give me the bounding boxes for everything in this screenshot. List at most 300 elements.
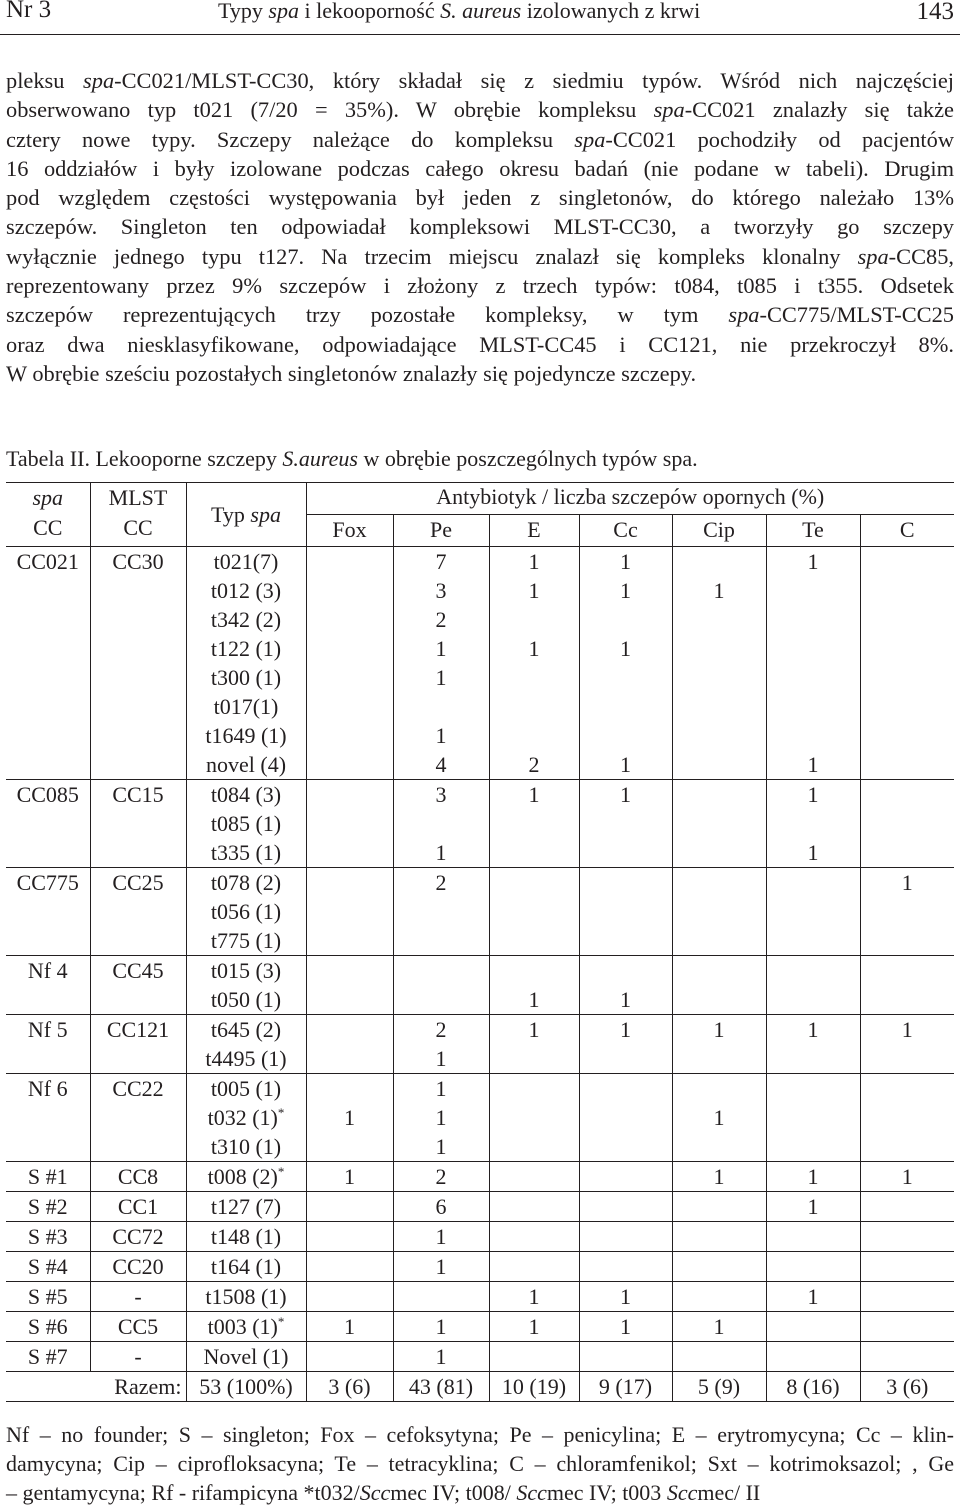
footnote-text: – gentamycyna; Rf - rifampicyna *t032/	[6, 1480, 360, 1505]
body-paragraph	[6, 66, 954, 388]
cell-resistance-count: 1	[672, 1103, 766, 1132]
cell-spa-cc: Nf 6	[6, 1074, 90, 1104]
cell-typ-spa	[186, 1132, 306, 1162]
cell-resistance-count	[306, 1252, 393, 1282]
cell-spa-cc: S #5	[6, 1282, 90, 1312]
cell-resistance-count	[766, 1342, 860, 1372]
cell-resistance-count	[306, 1074, 393, 1104]
cell-resistance-count: 1	[766, 547, 860, 577]
cell-resistance-count	[672, 547, 766, 577]
cell-resistance-count: 1	[579, 780, 672, 810]
cell-resistance-count: 1	[579, 634, 672, 663]
cell-mlst-cc: CC72	[90, 1222, 186, 1252]
cell-resistance-count: 1	[672, 1312, 766, 1342]
cell-resistance-count	[766, 1074, 860, 1104]
cell-resistance-count	[579, 897, 672, 926]
cell-resistance-count	[579, 1192, 672, 1222]
caption-text: Tabela II. Lekooporne szczepy	[6, 446, 283, 471]
cell-spa-cc: CC021	[6, 547, 90, 577]
cell-resistance-count	[860, 1222, 954, 1252]
cell-mlst-cc: CC1	[90, 1192, 186, 1222]
cell-mlst-cc	[90, 634, 186, 663]
cell-resistance-count	[393, 956, 489, 986]
cell-resistance-count	[672, 1132, 766, 1162]
cell-resistance-count	[860, 1312, 954, 1342]
cell-typ-spa	[186, 663, 306, 692]
cell-resistance-count: 1	[489, 547, 579, 577]
table-row	[6, 634, 954, 663]
cell-resistance-count	[672, 780, 766, 810]
cell-mlst-cc: CC15	[90, 780, 186, 810]
cell-resistance-count	[860, 809, 954, 838]
cell-resistance-count	[672, 605, 766, 634]
cell-spa-cc	[6, 809, 90, 838]
running-header	[0, 0, 960, 35]
cell-resistance-count: 1	[579, 547, 672, 577]
cell-resistance-count	[489, 721, 579, 750]
header-antibiotic: Cc	[579, 515, 672, 547]
cell-typ-spa	[186, 809, 306, 838]
cell-resistance-count	[766, 809, 860, 838]
cell-resistance-count	[860, 663, 954, 692]
footnote-text: damycyna; Cip – ciprofloksacyna; Te – tetracyklina; C – chloramfenikol; Sxt – kotrimoksazol; , Ge	[6, 1451, 954, 1476]
cell-resistance-count	[579, 1252, 672, 1282]
cell-resistance-count	[672, 1044, 766, 1074]
paragraph-line	[6, 66, 954, 95]
table-row	[6, 1132, 954, 1162]
resistance-table	[6, 482, 954, 1402]
cell-resistance-count: 1	[393, 663, 489, 692]
cell-resistance-count	[306, 926, 393, 956]
paragraph-line	[6, 330, 954, 359]
total-typ: 53 (100%)	[186, 1372, 306, 1402]
cell-resistance-count: 1	[766, 1162, 860, 1192]
paragraph-text: obserwowano typ t021 (7/20 = 35%). W obrębie kompleksu	[6, 97, 654, 123]
header-mlst-cc	[90, 483, 186, 547]
cell-resistance-count	[489, 1074, 579, 1104]
cell-resistance-count	[579, 1074, 672, 1104]
cell-resistance-count	[766, 634, 860, 663]
cell-resistance-count: 2	[393, 1015, 489, 1045]
cell-resistance-count	[766, 868, 860, 898]
cell-resistance-count	[306, 663, 393, 692]
paragraph-text: szczepów. Singleton ten odpowiadał kompleksowi MLST-CC30, a tworzyły go szczepy	[6, 214, 954, 240]
cell-typ-spa	[186, 838, 306, 868]
cell-resistance-count	[306, 956, 393, 986]
journal-issue-number: Nr 3	[6, 0, 52, 23]
cell-resistance-count	[579, 605, 672, 634]
table-row	[6, 1015, 954, 1045]
cell-spa-cc	[6, 576, 90, 605]
paragraph-line	[6, 271, 954, 300]
cell-resistance-count	[860, 838, 954, 868]
cell-resistance-count: 1	[393, 1252, 489, 1282]
cell-typ-spa	[186, 1015, 306, 1045]
cell-resistance-count	[672, 692, 766, 721]
cell-resistance-count	[306, 634, 393, 663]
paragraph-text: reprezentowany przez 9% szczepów i złożony z trzech typów: t084, t085 i t355. Odsetek	[6, 273, 954, 299]
total-value: 5 (9)	[672, 1372, 766, 1402]
cell-typ-spa	[186, 985, 306, 1015]
cell-resistance-count	[489, 956, 579, 986]
typ-spa-value: t078 (2)	[210, 870, 282, 895]
cell-resistance-count	[860, 721, 954, 750]
cell-resistance-count	[860, 1252, 954, 1282]
cell-resistance-count	[579, 838, 672, 868]
paragraph-text: -CC021 znalazły się także	[684, 97, 954, 123]
paragraph-line	[6, 95, 954, 124]
cell-resistance-count: 1	[489, 985, 579, 1015]
footnote-marker: *	[277, 1314, 285, 1329]
cell-typ-spa	[186, 1222, 306, 1252]
cell-resistance-count	[860, 547, 954, 577]
cell-resistance-count	[489, 692, 579, 721]
cell-resistance-count	[766, 1312, 860, 1342]
cell-resistance-count	[579, 1342, 672, 1372]
table-row	[6, 1252, 954, 1282]
cell-resistance-count	[306, 605, 393, 634]
cell-resistance-count: 1	[579, 1282, 672, 1312]
italic-term: spa	[728, 302, 760, 328]
cell-resistance-count	[579, 1222, 672, 1252]
paragraph-line	[6, 300, 954, 329]
cell-spa-cc: CC775	[6, 868, 90, 898]
cell-resistance-count	[672, 1342, 766, 1372]
cell-resistance-count	[306, 809, 393, 838]
cell-resistance-count: 1	[766, 1282, 860, 1312]
cell-resistance-count	[860, 605, 954, 634]
table-row	[6, 1222, 954, 1252]
running-title-species: S. aureus	[440, 0, 522, 23]
cell-resistance-count	[306, 721, 393, 750]
cell-resistance-count: 1	[393, 721, 489, 750]
cell-resistance-count: 1	[489, 576, 579, 605]
cell-spa-cc	[6, 838, 90, 868]
typ-spa-value: t017(1)	[213, 694, 279, 719]
table-row	[6, 985, 954, 1015]
typ-spa-value: t012 (3)	[210, 578, 282, 603]
cell-resistance-count	[672, 897, 766, 926]
cell-resistance-count: 1	[579, 576, 672, 605]
cell-resistance-count: 3	[393, 576, 489, 605]
cell-resistance-count: 1	[393, 1103, 489, 1132]
cell-resistance-count	[766, 1103, 860, 1132]
cell-resistance-count	[672, 985, 766, 1015]
cell-resistance-count	[579, 1044, 672, 1074]
cell-resistance-count	[579, 663, 672, 692]
cell-resistance-count	[489, 926, 579, 956]
paragraph-line	[6, 125, 954, 154]
cell-resistance-count: 1	[672, 1015, 766, 1045]
cell-resistance-count	[672, 634, 766, 663]
cell-resistance-count: 1	[393, 1312, 489, 1342]
cell-resistance-count	[306, 547, 393, 577]
cell-spa-cc	[6, 897, 90, 926]
cell-resistance-count	[579, 868, 672, 898]
total-value: 3 (6)	[860, 1372, 954, 1402]
cell-resistance-count: 1	[306, 1103, 393, 1132]
cell-resistance-count	[672, 809, 766, 838]
table-row	[6, 1282, 954, 1312]
typ-spa-value: t4495 (1)	[205, 1046, 287, 1071]
italic-term: spa	[857, 243, 889, 269]
table-row	[6, 809, 954, 838]
cell-spa-cc	[6, 663, 90, 692]
cell-mlst-cc: CC8	[90, 1162, 186, 1192]
cell-resistance-count: 2	[393, 868, 489, 898]
typ-spa-value: t084 (3)	[210, 782, 282, 807]
cell-resistance-count	[672, 1192, 766, 1222]
paragraph-line	[6, 359, 954, 388]
cell-spa-cc	[6, 1103, 90, 1132]
cell-resistance-count	[489, 663, 579, 692]
typ-spa-value: novel (4)	[205, 752, 287, 777]
footnote-line	[6, 1420, 954, 1449]
typ-spa-value: t300 (1)	[210, 665, 282, 690]
paragraph-text: pleksu	[6, 68, 84, 93]
cell-mlst-cc	[90, 721, 186, 750]
table-row	[6, 1162, 954, 1192]
running-title	[218, 0, 700, 24]
caption-text: w obrębie poszczególnych typów spa.	[357, 446, 698, 471]
cell-typ-spa	[186, 1162, 306, 1192]
cell-spa-cc: Nf 5	[6, 1015, 90, 1045]
cell-resistance-count	[306, 1342, 393, 1372]
cell-resistance-count	[579, 926, 672, 956]
cell-spa-cc: CC085	[6, 780, 90, 810]
typ-spa-value: t050 (1)	[210, 987, 282, 1012]
running-title-part: Typy	[218, 0, 269, 23]
cell-spa-cc	[6, 926, 90, 956]
cell-resistance-count	[672, 721, 766, 750]
cell-resistance-count	[860, 780, 954, 810]
table-row	[6, 1074, 954, 1104]
footnote-italic: Scc	[359, 1480, 391, 1505]
typ-spa-value: t342 (2)	[210, 607, 282, 632]
cell-resistance-count	[672, 1222, 766, 1252]
cell-resistance-count	[860, 1044, 954, 1074]
table-row	[6, 750, 954, 780]
cell-mlst-cc	[90, 1132, 186, 1162]
cell-mlst-cc	[90, 576, 186, 605]
cell-resistance-count: 3	[393, 780, 489, 810]
cell-spa-cc	[6, 1044, 90, 1074]
cell-resistance-count	[579, 692, 672, 721]
header-antibiotic: Fox	[306, 515, 393, 547]
footnote-italic: Scc	[516, 1480, 547, 1505]
cell-resistance-count: 6	[393, 1192, 489, 1222]
cell-resistance-count	[393, 809, 489, 838]
typ-spa-value: t1508 (1)	[205, 1284, 287, 1309]
table-row	[6, 1342, 954, 1372]
typ-spa-value: t056 (1)	[210, 899, 282, 924]
cell-resistance-count: 1	[393, 634, 489, 663]
footnote-text: mec/ II	[697, 1480, 761, 1505]
typ-spa-value: t003 (1)	[207, 1314, 278, 1339]
cell-resistance-count	[860, 926, 954, 956]
cell-mlst-cc	[90, 663, 186, 692]
cell-resistance-count	[766, 1132, 860, 1162]
cell-resistance-count	[393, 897, 489, 926]
paragraph-text: W obrębie sześciu pozostałych singletonów znalazły się pojedyncze szczepy.	[6, 360, 697, 386]
cell-typ-spa	[186, 1044, 306, 1074]
cell-resistance-count	[766, 576, 860, 605]
table-row	[6, 692, 954, 721]
cell-typ-spa	[186, 868, 306, 898]
table-row	[6, 663, 954, 692]
cell-resistance-count	[672, 1074, 766, 1104]
cell-resistance-count	[672, 956, 766, 986]
table-row	[6, 721, 954, 750]
cell-typ-spa	[186, 576, 306, 605]
cell-resistance-count	[860, 1192, 954, 1222]
cell-typ-spa	[186, 1103, 306, 1132]
typ-spa-value: t164 (1)	[210, 1254, 282, 1279]
cell-resistance-count	[306, 985, 393, 1015]
italic-term: spa	[653, 97, 685, 123]
cell-mlst-cc: -	[90, 1342, 186, 1372]
cell-resistance-count	[579, 1103, 672, 1132]
footnote-italic: Scc	[666, 1480, 698, 1505]
cell-resistance-count	[579, 1132, 672, 1162]
cell-resistance-count: 1	[393, 1342, 489, 1372]
paragraph-text: -CC021 pochodziły od pacjentów	[605, 126, 954, 152]
header-cc-label: CC	[123, 515, 153, 540]
cell-typ-spa	[186, 1342, 306, 1372]
cell-resistance-count	[860, 985, 954, 1015]
cell-spa-cc	[6, 634, 90, 663]
total-value: 10 (19)	[489, 1372, 579, 1402]
total-value: 9 (17)	[579, 1372, 672, 1402]
cell-resistance-count	[306, 1192, 393, 1222]
cell-resistance-count	[672, 1252, 766, 1282]
cell-resistance-count	[860, 576, 954, 605]
cell-resistance-count	[489, 1342, 579, 1372]
cell-resistance-count	[766, 692, 860, 721]
total-row	[6, 1372, 954, 1402]
cell-resistance-count: 1	[393, 1044, 489, 1074]
footnote-text: Nf – no founder; S – singleton; Fox – cefoksytyna; Pe – penicylina; E – erytromycyna; Cc – klin-	[6, 1422, 954, 1447]
cell-resistance-count	[489, 897, 579, 926]
cell-resistance-count: 1	[860, 1162, 954, 1192]
cell-resistance-count	[579, 809, 672, 838]
cell-typ-spa	[186, 1252, 306, 1282]
header-antibiotic: C	[899, 517, 915, 542]
cell-resistance-count	[860, 1103, 954, 1132]
table-row	[6, 897, 954, 926]
cell-resistance-count	[489, 1192, 579, 1222]
cell-resistance-count	[393, 1282, 489, 1312]
cell-resistance-count: 1	[672, 1162, 766, 1192]
cell-spa-cc	[6, 1132, 90, 1162]
cell-resistance-count: 1	[393, 1222, 489, 1252]
cell-resistance-count	[672, 926, 766, 956]
cell-spa-cc	[6, 750, 90, 780]
cell-mlst-cc	[90, 692, 186, 721]
cell-spa-cc: S #4	[6, 1252, 90, 1282]
cell-resistance-count	[393, 926, 489, 956]
cell-resistance-count: 1	[393, 1132, 489, 1162]
cell-resistance-count: 2	[393, 1162, 489, 1192]
header-antibiotic: Te	[766, 515, 860, 547]
footnote-text: mec IV; t003	[546, 1480, 667, 1505]
cell-resistance-count: 1	[489, 634, 579, 663]
cell-resistance-count	[306, 1015, 393, 1045]
paragraph-text: pod względem częstości występowania był jeden z singletonów, do którego należało 13%	[6, 185, 954, 211]
table-row	[6, 780, 954, 810]
cell-resistance-count	[393, 985, 489, 1015]
cell-resistance-count	[489, 1132, 579, 1162]
cell-typ-spa	[186, 750, 306, 780]
cell-resistance-count	[766, 721, 860, 750]
cell-typ-spa	[186, 605, 306, 634]
cell-mlst-cc	[90, 926, 186, 956]
table-row	[6, 547, 954, 577]
cell-mlst-cc: CC121	[90, 1015, 186, 1045]
typ-spa-value: t085 (1)	[210, 811, 282, 836]
typ-spa-value: t310 (1)	[210, 1134, 282, 1159]
cell-resistance-count	[489, 1103, 579, 1132]
cell-resistance-count: 1	[766, 1015, 860, 1045]
cell-resistance-count	[489, 605, 579, 634]
cell-typ-spa	[186, 780, 306, 810]
typ-spa-value: t032 (1)	[207, 1105, 278, 1130]
cell-typ-spa	[186, 692, 306, 721]
cell-spa-cc	[6, 721, 90, 750]
paragraph-line	[6, 183, 954, 212]
table-row	[6, 926, 954, 956]
cell-resistance-count: 1	[579, 1312, 672, 1342]
table-row	[6, 1103, 954, 1132]
cell-spa-cc: S #7	[6, 1342, 90, 1372]
cell-resistance-count: 1	[579, 1015, 672, 1045]
cell-resistance-count	[489, 1044, 579, 1074]
cell-resistance-count	[860, 897, 954, 926]
cell-resistance-count	[579, 956, 672, 986]
header-spa-cc	[6, 483, 90, 547]
cell-resistance-count: 1	[860, 868, 954, 898]
cell-resistance-count: 1	[393, 1074, 489, 1104]
cell-resistance-count	[306, 838, 393, 868]
page-number: 143	[916, 0, 954, 25]
cell-resistance-count	[766, 663, 860, 692]
cell-resistance-count	[860, 692, 954, 721]
table-row	[6, 1192, 954, 1222]
cell-resistance-count: 1	[766, 750, 860, 780]
running-title-part: i lekooporność	[298, 0, 441, 23]
cell-resistance-count	[860, 956, 954, 986]
footnote-text: mec IV; t008/	[390, 1480, 517, 1505]
paragraph-text: -CC85,	[888, 243, 954, 269]
running-title-part: izolowanych z krwi	[521, 0, 701, 23]
cell-resistance-count	[860, 1282, 954, 1312]
cell-mlst-cc	[90, 1103, 186, 1132]
typ-spa-value: Novel (1)	[203, 1344, 289, 1369]
cell-resistance-count: 1	[306, 1312, 393, 1342]
cell-resistance-count: 1	[489, 1282, 579, 1312]
paragraph-text: cztery nowe typy. Szczepy należące do kompleksu	[6, 126, 575, 152]
total-value: 3 (6)	[306, 1372, 393, 1402]
cell-resistance-count: 1	[766, 780, 860, 810]
italic-term: spa	[574, 126, 606, 152]
cell-mlst-cc: CC20	[90, 1252, 186, 1282]
typ-spa-value: t335 (1)	[210, 840, 282, 865]
footnote-marker: *	[277, 1105, 285, 1120]
cell-resistance-count	[766, 926, 860, 956]
paragraph-text: -CC775/MLST-CC25	[759, 302, 954, 328]
cell-spa-cc	[6, 692, 90, 721]
cell-resistance-count	[306, 897, 393, 926]
